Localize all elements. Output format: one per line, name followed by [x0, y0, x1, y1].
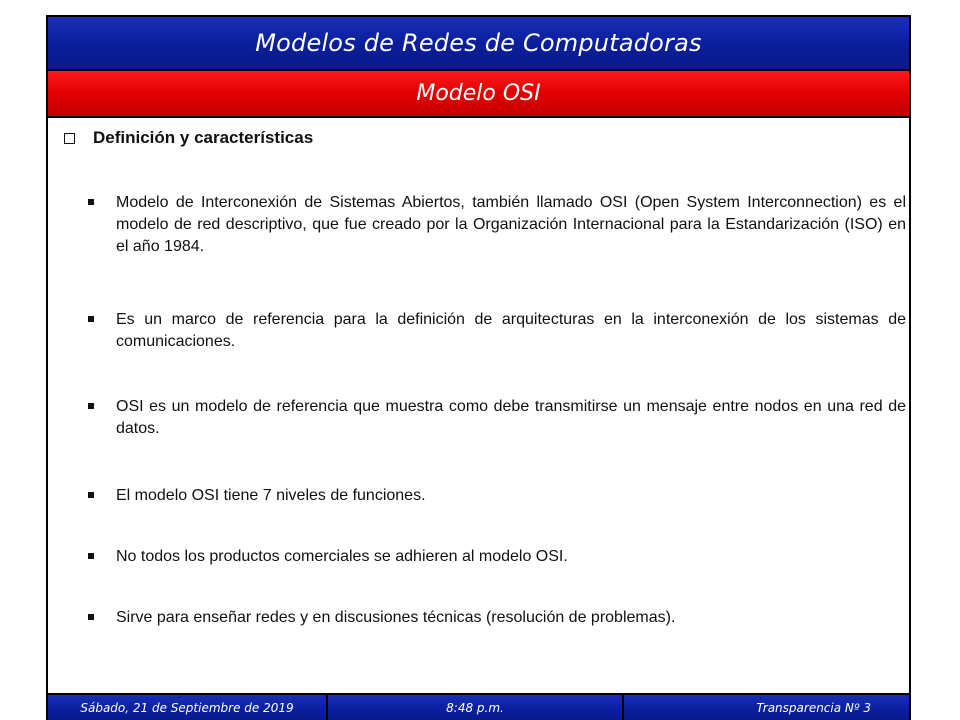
bullet-item [88, 607, 906, 629]
bullet-text: No todos los productos comerciales se adhieren al modelo OSI. [116, 548, 568, 565]
bullet-item [88, 192, 906, 258]
square-bullet-icon [88, 403, 94, 409]
square-bullet-icon [88, 492, 94, 498]
footer-slide-number: Transparencia Nº 3 [756, 700, 871, 715]
bullet-item [88, 485, 906, 507]
footer-time: 8:48 p.m. [328, 695, 624, 720]
section-heading-label: Definición y características [93, 128, 314, 147]
square-bullet-icon [88, 553, 94, 559]
bullet-text: OSI es un modelo de referencia que muestra como debe transmitirse un mensaje entre nodos en una red de datos. [116, 398, 906, 437]
slide-footer [48, 693, 909, 720]
section-heading [64, 128, 313, 148]
checkbox-bullet-icon [64, 133, 75, 144]
footer-date: Sábado, 21 de Septiembre de 2019 [48, 695, 328, 720]
bullet-item [88, 546, 906, 568]
slide-subtitle: Modelo OSI [48, 71, 909, 118]
square-bullet-icon [88, 316, 94, 322]
square-bullet-icon [88, 614, 94, 620]
bullet-text: Es un marco de referencia para la definición de arquitecturas en la interconexión de los sistemas de comunicaciones. [116, 311, 906, 350]
bullet-text: El modelo OSI tiene 7 niveles de funciones. [116, 487, 426, 504]
bullet-item [88, 309, 906, 353]
slide [46, 15, 911, 720]
bullet-item [88, 396, 906, 440]
slide-title: Modelos de Redes de Computadoras [48, 17, 909, 71]
square-bullet-icon [88, 199, 94, 205]
bullet-text: Modelo de Interconexión de Sistemas Abiertos, también llamado OSI (Open System Interconnection) es el modelo de red descriptivo, que fue creado por la Organización Internacional para la Estandarización (ISO) en el año 1984. [116, 194, 906, 255]
bullet-text: Sirve para enseñar redes y en discusiones técnicas (resolución de problemas). [116, 609, 676, 626]
